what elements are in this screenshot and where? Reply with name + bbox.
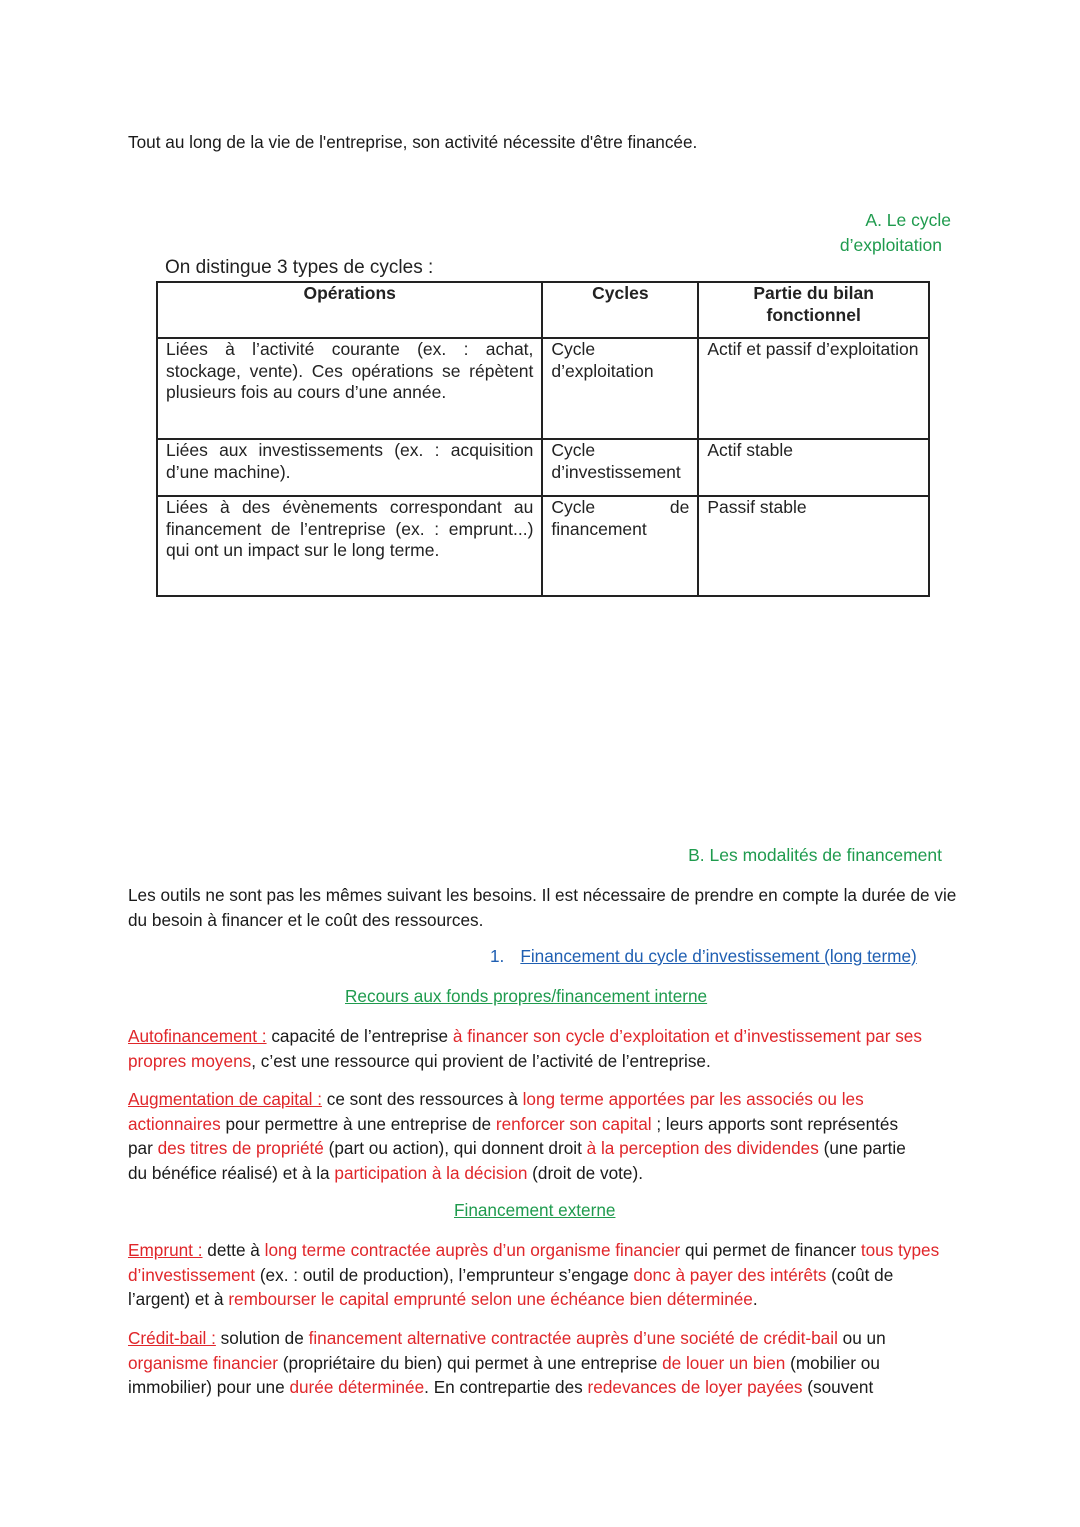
cycle-cell: Cycle de financement	[542, 496, 698, 596]
cycle-cell: Cycle d’investissement	[542, 439, 698, 496]
creditbail-term: Crédit-bail :	[128, 1328, 216, 1348]
operation-cell: Liées aux investissements (ex. : acquisition d’une machine).	[157, 439, 542, 496]
augmentation-paragraph: Augmentation de capital : ce sont des ressources à long terme apportées par les associés ou les actionnaires pour permettre à une entreprise de renforcer son capital ; leurs apports sont représentés par des titres de propriété (part ou action), qui donnent droit à la perception des dividendes (une partie du bénéfice réalisé) et à la participation à la décision (droit de vote).	[128, 1089, 906, 1183]
intro-paragraph: Tout au long de la vie de l'entreprise, son activité nécessite d'être financée.	[128, 132, 698, 152]
bilan-cell: Passif stable	[698, 496, 929, 596]
subsection-1-number: 1.	[490, 946, 505, 966]
header-operations: Opérations	[157, 282, 542, 338]
header-bilan: Partie du bilan fonctionnel	[698, 282, 929, 338]
cycle-cell: Cycle d’exploitation	[542, 338, 698, 439]
table-caption: On distingue 3 types de cycles :	[165, 257, 434, 278]
section-a-title-line1: A. Le cycle	[865, 210, 951, 230]
autofinancement-term: Autofinancement :	[128, 1026, 267, 1046]
emprunt-term: Emprunt :	[128, 1240, 203, 1260]
section-a-heading	[840, 208, 951, 257]
fonds-propres-heading: Recours aux fonds propres/financement interne	[345, 986, 708, 1006]
cycles-table	[156, 281, 930, 597]
augmentation-term: Augmentation de capital :	[128, 1089, 322, 1109]
table-row	[157, 439, 929, 496]
creditbail-paragraph: Crédit-bail : solution de financement alternative contractée auprès d’une société de crédit-bail ou un organisme financier (propriétaire du bien) qui permet à une entreprise de louer un bien (mobilier ou immobilier) pour une durée déterminée. En contrepartie des redevances de loyer payées (souvent	[128, 1328, 886, 1397]
besoins-paragraph: Les outils ne sont pas les mêmes suivant les besoins. Il est nécessaire de prendre en compte la durée de vie du besoin à financer et le coût des ressources.	[128, 885, 957, 930]
subsection-1-title: Financement du cycle d’investissement (long terme)	[520, 946, 917, 966]
section-b-heading: B. Les modalités de financement	[688, 845, 942, 865]
emprunt-paragraph: Emprunt : dette à long terme contractée auprès d’un organisme financier qui permet de financer tous types d’investissement (ex. : outil de production), l’emprunteur s’engage donc à payer des intérêts (coût de l’argent) et à rembourser le capital emprunté selon une échéance bien déterminée.	[128, 1240, 940, 1309]
subsection-1-heading	[490, 946, 917, 967]
table-header-row	[157, 282, 929, 338]
operation-cell: Liées à l’activité courante (ex. : achat, stockage, vente). Ces opérations se répètent plusieurs fois au cours d’une année.	[157, 338, 542, 439]
autofinancement-paragraph: Autofinancement : capacité de l’entreprise à financer son cycle d’exploitation et d’investissement par ses propres moyens, c’est une ressource qui provient de l’activité de l’entreprise.	[128, 1026, 922, 1071]
bilan-cell: Actif et passif d’exploitation	[698, 338, 929, 439]
bilan-cell: Actif stable	[698, 439, 929, 496]
table-row	[157, 338, 929, 439]
table-row	[157, 496, 929, 596]
externe-heading: Financement externe	[454, 1200, 616, 1220]
header-cycles: Cycles	[542, 282, 698, 338]
section-a-title-line2: d’exploitation	[839, 234, 942, 255]
operation-cell: Liées à des évènements correspondant au financement de l’entreprise (ex. : emprunt...) qui ont un impact sur le long terme.	[157, 496, 542, 596]
